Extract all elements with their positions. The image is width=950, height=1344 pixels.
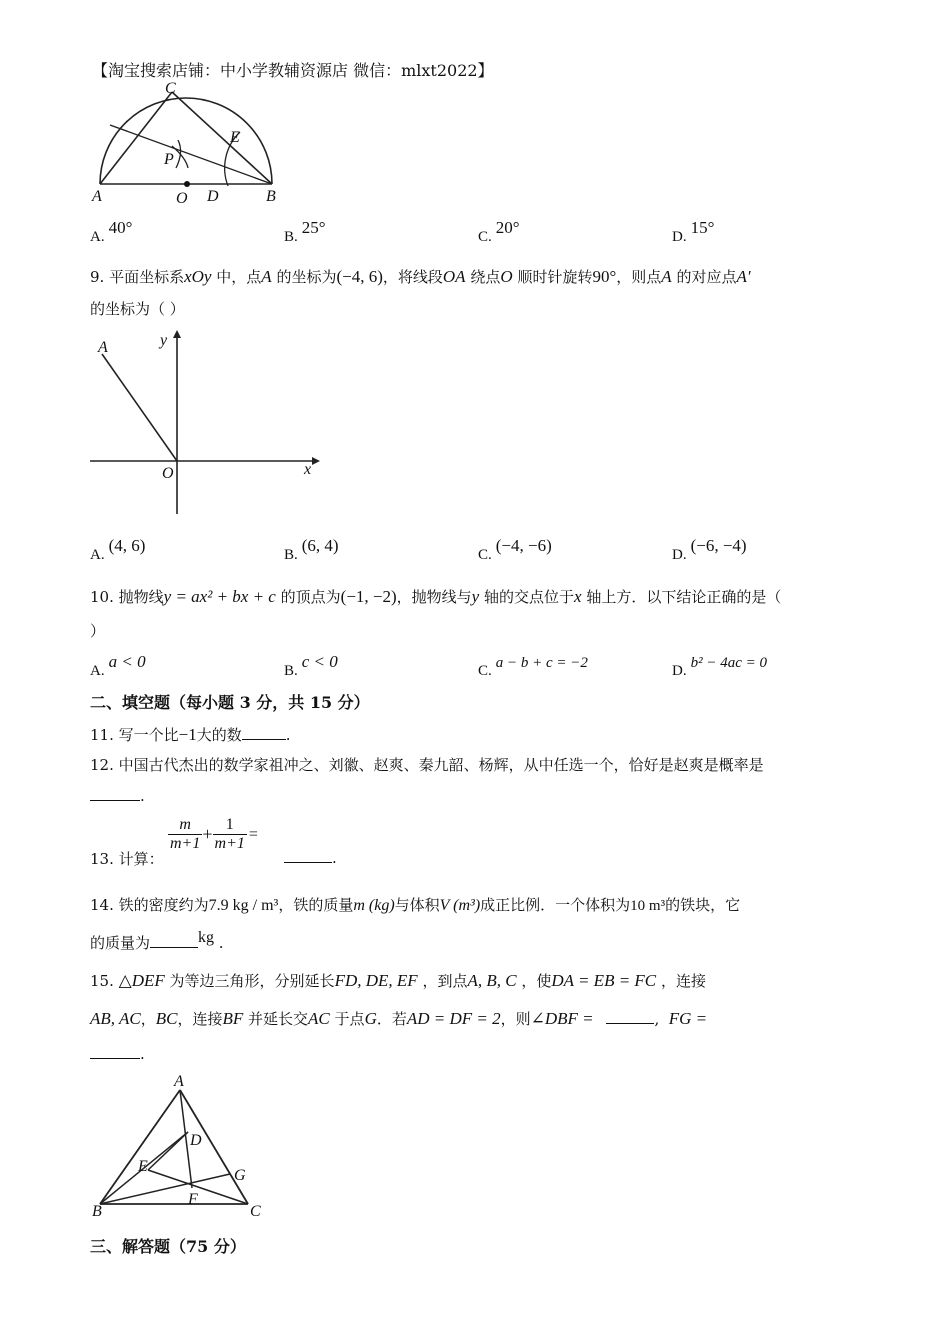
q14-question: 14. 铁的密度约为7.9 kg / m³，铁的质量m (kg)与体积V (m³)成正比例．一个体积为10 m³的铁块，它 bbox=[90, 896, 741, 914]
label-y: y bbox=[160, 332, 168, 349]
q9-axes-figure bbox=[86, 326, 326, 520]
segment-ec bbox=[148, 1170, 248, 1204]
label-c: C bbox=[165, 80, 176, 97]
q13-answer: . bbox=[284, 848, 337, 867]
label-e: E bbox=[138, 1158, 148, 1175]
label-d: D bbox=[190, 1132, 202, 1149]
q13-fraction-2: $\frac{1}{m+1}$ bbox=[214, 816, 245, 852]
label-c: C bbox=[250, 1203, 261, 1218]
q9-option-c: C. (−4, −6) bbox=[478, 536, 552, 563]
header-banner: 【淘宝搜索店铺：中小学教辅资源店 微信：mlxt2022】 bbox=[92, 61, 494, 80]
q15-question-line3: . bbox=[90, 1044, 145, 1063]
q15-answer-blank-2 bbox=[90, 1044, 140, 1059]
label-a: A bbox=[92, 188, 102, 205]
q9-question: 9. 平面坐标系xOy 中，点A 的坐标为(−4, 6)，将线段OA 绕点O 顺时针旋转90°，则点A 的对应点A′ bbox=[90, 267, 751, 286]
q11-question: 11. 写一个比−1大的数 . bbox=[90, 725, 291, 744]
q11-answer-blank bbox=[242, 725, 286, 740]
label-p: P bbox=[164, 151, 174, 168]
q13-label: 13. 计算： bbox=[90, 850, 164, 868]
center-point-o bbox=[184, 181, 190, 187]
x-axis-arrow bbox=[312, 457, 320, 465]
q8-semicircle-figure bbox=[88, 80, 288, 208]
q12-answer-blank bbox=[90, 786, 140, 801]
q9-option-a: A. (4, 6) bbox=[90, 536, 146, 563]
q8-option-c: C. 20° bbox=[478, 218, 520, 245]
label-a: A bbox=[174, 1073, 184, 1090]
section-2-heading: 二、填空题（每小题 3 分，共 15 分） bbox=[90, 693, 370, 712]
q9-option-b: B. (6, 4) bbox=[284, 536, 339, 563]
q15-question-line2: AB, AC，BC，连接BF 并延长交AC 于点G．若AD = DF = 2，则∠DBF = , FG = bbox=[90, 1009, 708, 1028]
q10-question: 10. 抛物线y = ax² + bx + c 的顶点为(−1, −2)，抛物线与y 轴的交点位于x 轴上方．以下结论正确的是（ bbox=[90, 587, 782, 606]
q13-fraction-1: $\frac{m}{m+1}$ bbox=[170, 816, 201, 852]
segment-through-p bbox=[110, 125, 272, 184]
q8-option-a: A. 40° bbox=[90, 218, 133, 245]
label-e: E bbox=[230, 129, 240, 146]
label-g: G bbox=[234, 1167, 246, 1184]
q14-question-line2: 的质量为 kg . bbox=[90, 929, 224, 952]
q8-option-d: D. 15° bbox=[672, 218, 715, 245]
section-3-heading: 三、解答题（75 分） bbox=[90, 1237, 246, 1256]
q10-option-b: B. c < 0 bbox=[284, 652, 338, 679]
q10-option-c: C. a − b + c = −2 bbox=[478, 655, 588, 679]
q15-answer-blank-1 bbox=[606, 1009, 654, 1024]
q9-question-line2: 的坐标为（ ） bbox=[90, 300, 185, 318]
q10-option-d: D. b² − 4ac = 0 bbox=[672, 655, 767, 679]
label-b: B bbox=[266, 188, 276, 205]
q12-answer-line: . bbox=[90, 786, 145, 805]
q8-option-b: B. 25° bbox=[284, 218, 326, 245]
q13-answer-blank bbox=[284, 848, 332, 863]
segment-oa bbox=[102, 354, 177, 461]
label-a: A bbox=[98, 339, 108, 356]
label-b: B bbox=[92, 1203, 102, 1218]
label-o: O bbox=[176, 190, 188, 207]
side-ab bbox=[100, 1090, 180, 1204]
q10-option-a: A. a < 0 bbox=[90, 652, 146, 679]
label-d: D bbox=[207, 188, 219, 205]
y-axis-arrow bbox=[173, 330, 181, 338]
q14-answer-blank bbox=[150, 933, 198, 948]
semicircle-arc bbox=[100, 98, 272, 184]
segment-ac bbox=[100, 92, 172, 184]
label-f: F bbox=[188, 1191, 198, 1208]
q9-option-d: D. (−6, −4) bbox=[672, 536, 747, 563]
label-o: O bbox=[162, 465, 174, 482]
label-x: x bbox=[304, 461, 312, 478]
q15-triangle-figure bbox=[88, 1068, 278, 1218]
q13-fraction-expression: $\frac{m}{m+1}$ + $\frac{1}{m+1}$ = bbox=[170, 816, 258, 852]
q15-question: 15. △DEF 为等边三角形，分别延长FD, DE, EF ，到点A, B, C ，使DA = EB = FC ，连接 bbox=[90, 971, 706, 990]
q12-question: 12. 中国古代杰出的数学家祖冲之、刘徽、赵爽、秦九韶、杨辉，从中任选一个，恰好是赵爽是概率是 bbox=[90, 756, 764, 774]
q10-question-line2: ） bbox=[90, 622, 106, 640]
